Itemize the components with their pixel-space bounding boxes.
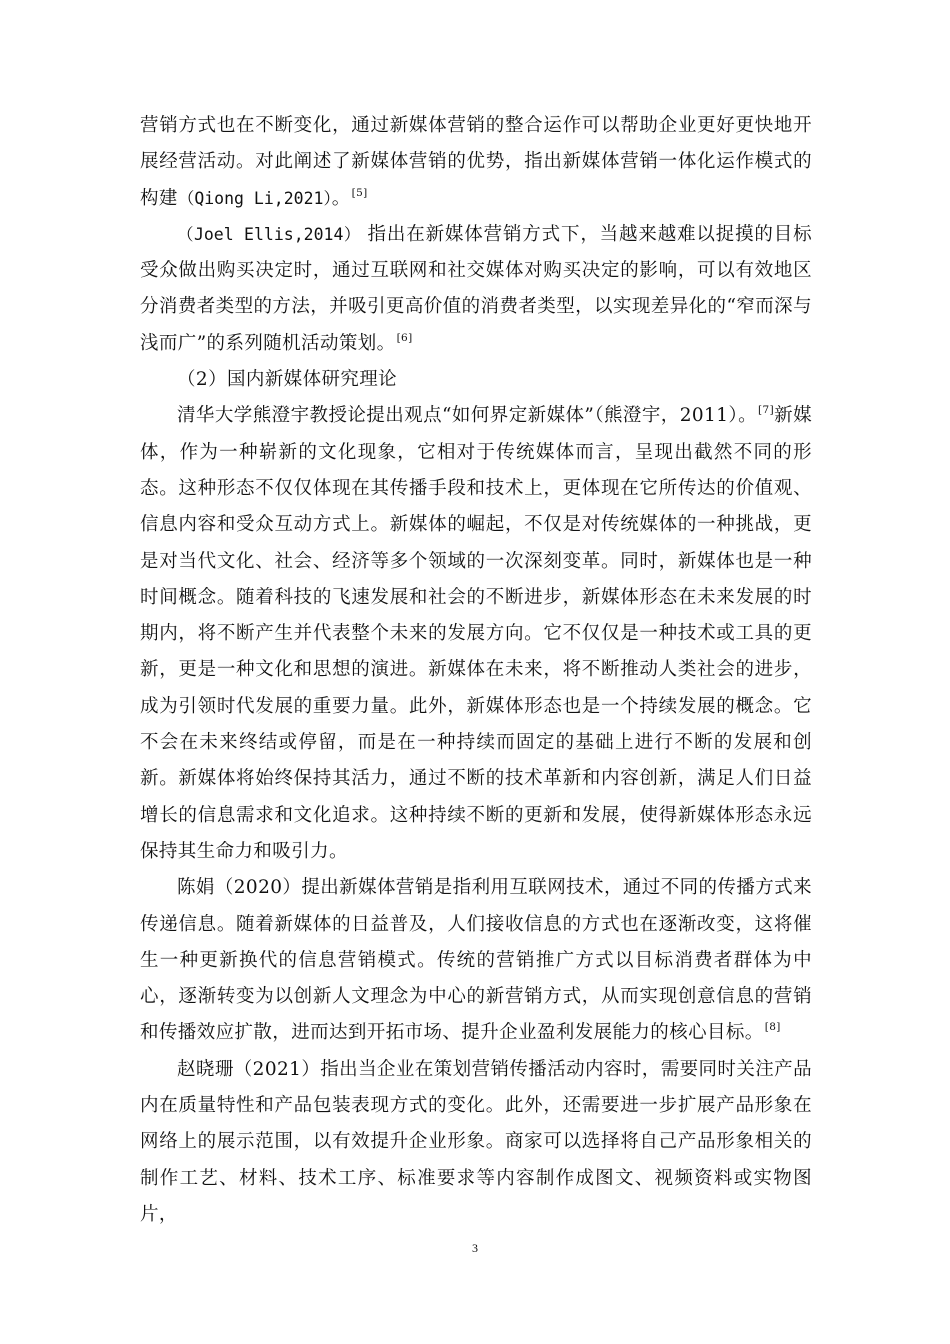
paragraph-text: 新媒体，作为一种崭新的文化现象，它相对于传统媒体而言，呈现出截然不同的形态。这种形态不仅仅体现在其传播手段和技术上，更体现在它所传达的价值观、信息内容和受众互动方式上。新媒体的崛起，不仅是对传统媒体的一种挑战，更是对当代文化、社会、经济等多个领域的一次深刻变革。同时，新媒体也是一种时间概念。随着科技的飞速发展和社会的不断进步，新媒体形态在未来发展的时期内，将不断产生并代表整个未来的发展方向。它不仅仅是一种技术或工具的更新，更是一种文化和思想的演进。新媒体在未来，将不断推动人类社会的进步，成为引领时代发展的重要力量。此外，新媒体形态也是一个持续发展的概念。它不会在未来终结或停留，而是在一种持续而固定的基础上进行不断的发展和创新。新媒体将始终保持其活力，通过不断的技术革新和内容创新，满足人们日益增长的信息需求和文化追求。这种持续不断的更新和发展，使得新媒体形态永远保持其生命力和吸引力。 [140, 405, 812, 862]
paragraph-2 [140, 217, 812, 362]
citation-author: （Qiong Li,2021） [177, 188, 332, 208]
paragraph-lead: 清华大学熊澄宇教授论提出观点“如何界定新媒体”（熊澄宇，2011）。 [177, 405, 758, 427]
paragraph-tail: 。 [331, 187, 351, 209]
paragraph-text: 赵晓珊（2021）指出当企业在策划营销传播活动内容时，需要同时关注产品内在质量特性和产品包装表现方式的变化。此外，还需要进一步扩展产品形象在网络上的展示范围，以有效提升企业形象。商家可以选择将自己产品形象相关的制作工艺、材料、技术工序、标准要求等内容制作成图文、视频资料或实物图片， [140, 1058, 812, 1225]
paragraph-4 [140, 870, 812, 1051]
reference-mark: [5] [351, 186, 368, 199]
body-text [140, 108, 812, 1233]
page-number: 3 [472, 1241, 478, 1255]
paragraph-3 [140, 398, 812, 870]
paragraph-5 [140, 1052, 812, 1233]
reference-mark: [7] [758, 404, 775, 417]
paragraph-text: 指出在新媒体营销方式下，当越来越难以捉摸的目标受众做出购买决定时，通过互联网和社交媒体对购买决定的影响，可以有效地区分消费者类型的方法，并吸引更高价值的消费者类型，以实现差异化的“窄而深与浅而广”的系列随机活动策划。 [140, 223, 813, 354]
paragraph-text: 营销方式也在不断变化，通过新媒体营销的整合运作可以帮助企业更好更快地开展经营活动。对此阐述了新媒体营销的优势，指出新媒体营销一体化运作模式的构建 [140, 115, 812, 209]
reference-mark: [8] [764, 1021, 781, 1034]
reference-mark: [6] [396, 331, 413, 344]
citation-author: （Joel Ellis,2014） [177, 224, 361, 244]
paragraph-1 [140, 108, 812, 217]
section-heading: （2）国内新媒体研究理论 [177, 369, 398, 391]
paragraph-text: 陈娟（2020）提出新媒体营销是指利用互联网技术，通过不同的传播方式来传递信息。随着新媒体的日益普及，人们接收信息的方式也在逐渐改变，这将催生一种更新换代的信息营销模式。传统的营销推广方式以目标消费者群体为中心，逐渐转变为以创新人文理念为中心的新营销方式，从而实现创意信息的营销和传播效应扩散，进而达到开拓市场、提升企业盈利发展能力的核心目标。 [140, 877, 812, 1044]
